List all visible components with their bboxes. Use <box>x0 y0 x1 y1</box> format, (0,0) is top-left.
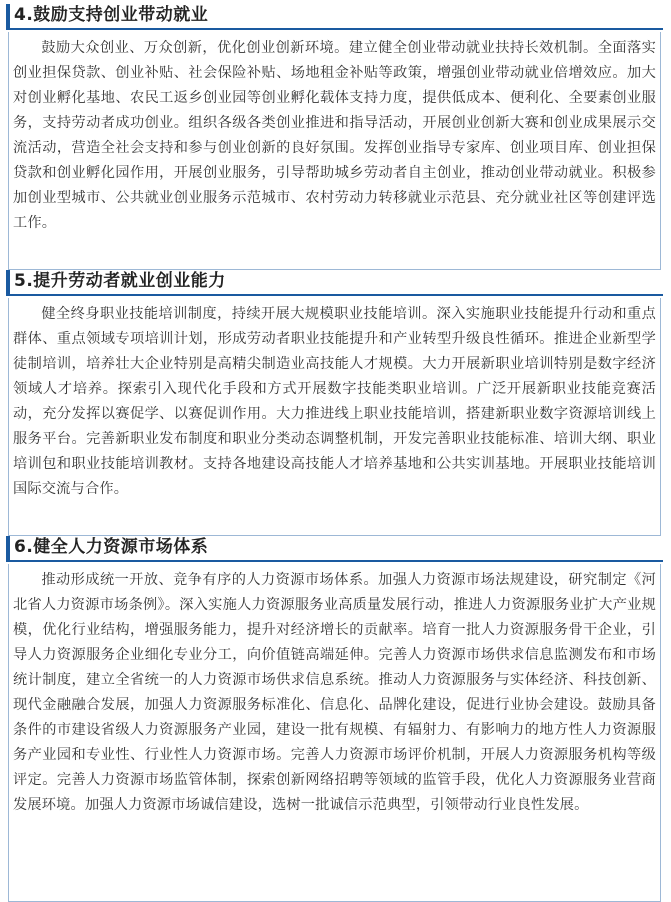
section-paragraph: 鼓励大众创业、万众创新，优化创业创新环境。建立健全创业带动就业扶持长效机制。全面落实创业担保贷款、创业补贴、社会保险补贴、场地租金补贴等政策，增强创业带动就业倍增效应。加大对创业孵化基地、农民工返乡创业园等创业孵化载体支持力度，提供低成本、便利化、全要素创业服务，支持劳动者成功创业。组织各级各类创业推进和指导活动，开展创业创新大赛和创业成果展示交流活动，营造全社会支持和参与创业创新的良好氛围。发挥创业指导专家库、创业项目库、创业担保贷款和创业孵化园作用，开展创业服务，引导帮助城乡劳动者自主创业，推动创业带动就业。积极参加创业型城市、公共就业创业服务示范城市、农村劳动力转移就业示范县、充分就业社区等创建评选工作。 <box>13 40 656 231</box>
section-accent-bar <box>6 270 10 294</box>
section-6 <box>0 532 671 902</box>
section-paragraph: 健全终身职业技能培训制度，持续开展大规模职业技能培训。深入实施职业技能提升行动和重点群体、重点领域专项培训计划，形成劳动者职业技能提升和产业转型升级良性循环。推进企业新型学徒制培训，培养壮大企业特别是高精尖制造业高技能人才规模。大力开展新职业培训特别是数字经济领域人才培养。探索引入现代化手段和方式开展数字技能类职业培训。广泛开展新职业技能竞赛活动，充分发挥以赛促学、以赛促训作用。大力推进线上职业技能培训，搭建新职业数字资源培训线上服务平台。完善新职业发布制度和职业分类动态调整机制，开发完善职业技能标准、培训大纲、职业培训包和职业技能培训教材。支持各地建设高技能人才培养基地和公共实训基地。开展职业技能培训国际交流与合作。 <box>13 306 656 497</box>
section-accent-bar <box>6 536 10 560</box>
section-body-box <box>8 298 661 536</box>
section-body-box <box>8 32 661 270</box>
section-body-box <box>8 564 661 902</box>
section-underline <box>6 560 663 562</box>
section-5 <box>0 266 671 536</box>
section-header <box>6 0 663 32</box>
section-underline <box>6 294 663 296</box>
section-title: 6.健全人力资源市场体系 <box>14 537 209 557</box>
section-header <box>6 266 663 298</box>
section-title: 4.鼓励支持创业带动就业 <box>14 5 209 25</box>
section-header <box>6 532 663 564</box>
section-paragraph: 推动形成统一开放、竞争有序的人力资源市场体系。加强人力资源市场法规建设，研究制定《河北省人力资源市场条例》。深入实施人力资源服务业高质量发展行动，推进人力资源服务业扩大产业规模，优化行业结构，增强服务能力，提升对经济增长的贡献率。培育一批人力资源服务骨干企业，引导人力资源服务企业细化专业分工，向价值链高端延伸。完善人力资源市场供求信息监测发布和市场统计制度，建立全省统一的人力资源市场供求信息系统。推动人力资源服务与实体经济、科技创新、现代金融融合发展，加强人力资源服务标准化、信息化、品牌化建设，促进行业协会建设。鼓励具备条件的市建设省级人力资源服务产业园，建设一批有规模、有辐射力、有影响力的地方性人力资源服务产业园和专业性、行业性人力资源市场。完善人力资源市场评价机制，开展人力资源服务机构等级评定。完善人力资源市场监管体制，探索创新网络招聘等领域的监管手段，优化人力资源服务业营商发展环境。加强人力资源市场诚信建设，选树一批诚信示范典型，引领带动行业良性发展。 <box>13 572 656 813</box>
section-title: 5.提升劳动者就业创业能力 <box>14 271 226 291</box>
section-accent-bar <box>6 4 10 28</box>
section-underline <box>6 28 663 30</box>
section-4 <box>0 0 671 270</box>
